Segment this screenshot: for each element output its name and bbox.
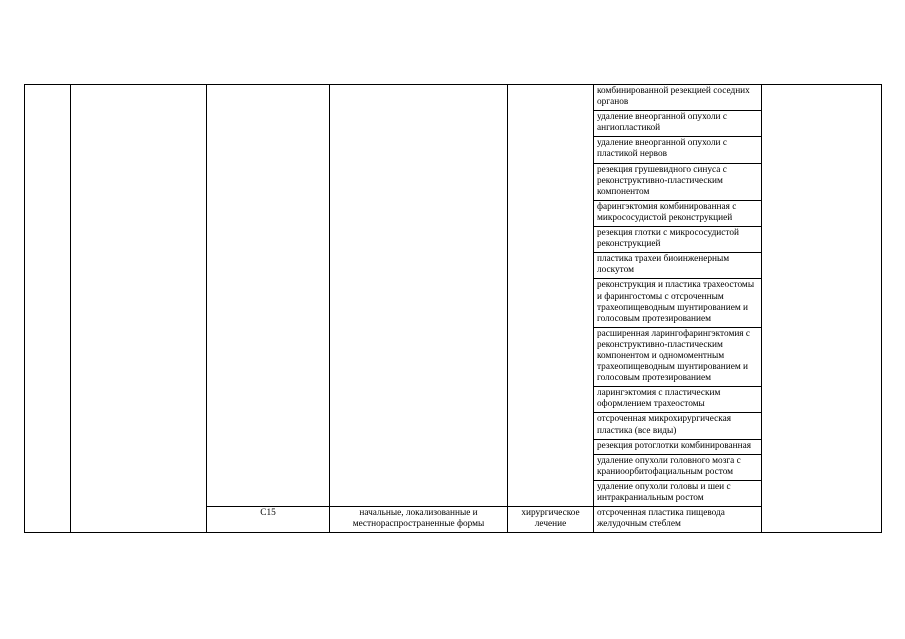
col-condition-cell xyxy=(330,85,508,507)
col-tariff-cell xyxy=(762,85,882,533)
table-row xyxy=(25,85,882,111)
procedures-table xyxy=(24,84,882,533)
col-treatment-cell xyxy=(508,85,594,507)
procedure-cell: ларингэктомия с пластическим оформлением трахеостомы xyxy=(594,387,762,413)
diagnosis-code: C15 xyxy=(207,507,330,533)
treatment-type: хирургическое лечение xyxy=(508,507,594,533)
procedure-cell: резекция грушевидного синуса с реконструктивно-пластическим компонентом xyxy=(594,163,762,200)
procedure-cell: пластика трахеи биоинженерным лоскутом xyxy=(594,253,762,279)
col-number-cell xyxy=(25,85,71,533)
procedure-cell: удаление опухоли головы и шеи с интракраниальным ростом xyxy=(594,480,762,506)
procedure-cell: резекция глотки с микрососудистой реконструкцией xyxy=(594,227,762,253)
procedure-cell: расширенная ларингофарингэктомия с реконструктивно-пластическим компонентом и одномоментным трахеопищеводным шунтированием и голосовым протезированием xyxy=(594,327,762,386)
table-body xyxy=(25,85,882,533)
col-profile-cell xyxy=(71,85,207,533)
document-page xyxy=(24,84,881,533)
procedure-cell: фарингэктомия комбинированная с микрососудистой реконструкцией xyxy=(594,200,762,226)
procedure-cell: отсроченная микрохирургическая пластика (все виды) xyxy=(594,413,762,439)
procedure-cell: комбинированной резекцией соседних органов xyxy=(594,85,762,111)
procedure-cell: отсроченная пластика пищевода желудочным стеблем xyxy=(594,507,762,533)
procedure-cell: реконструкция и пластика трахеостомы и фарингостомы с отсроченным трахеопищеводным шунтированием и голосовым протезированием xyxy=(594,279,762,327)
procedure-cell: удаление внеорганной опухоли с пластикой нервов xyxy=(594,137,762,163)
condition-text: начальные, локализованные и местнораспространенные формы xyxy=(330,507,508,533)
procedure-cell: резекция ротоглотки комбинированная xyxy=(594,439,762,454)
col-code-cell xyxy=(207,85,330,507)
procedure-cell: удаление внеорганной опухоли с ангиопластикой xyxy=(594,111,762,137)
procedure-cell: удаление опухоли головного мозга с краниоорбитофациальным ростом xyxy=(594,454,762,480)
